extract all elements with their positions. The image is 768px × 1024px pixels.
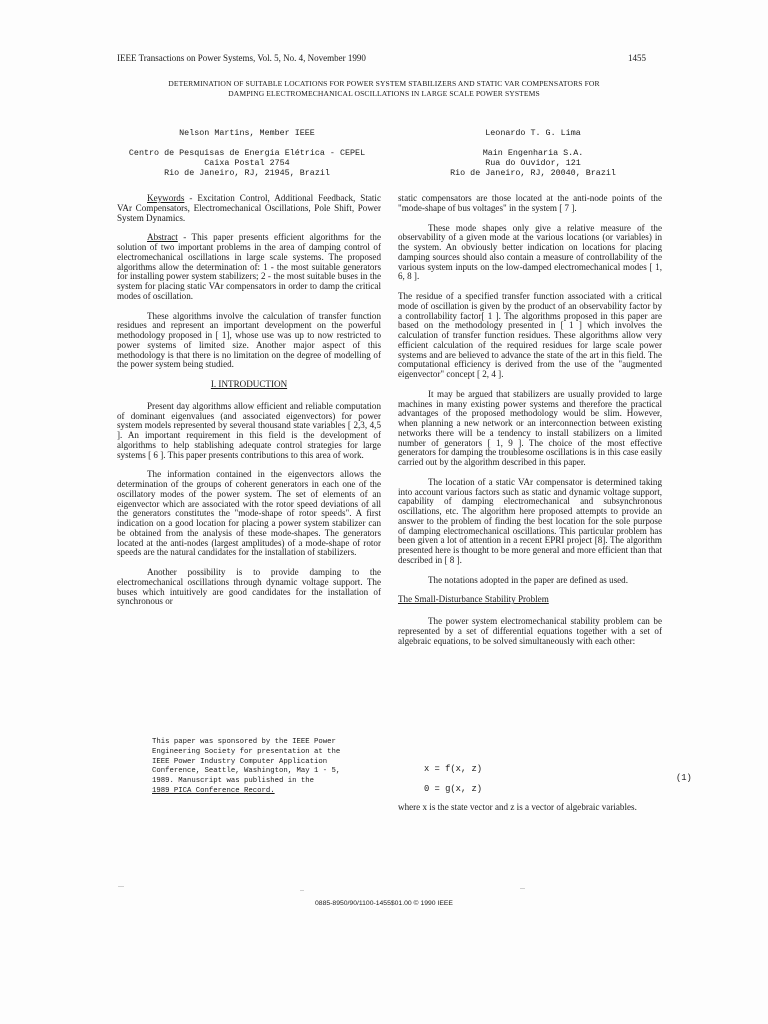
keywords-label: Keywords — [147, 193, 185, 203]
paragraph-static-compensators: static compensators are those located at the anti-node points of the "mode-shape of bus voltages" in the system [ 7 ]. — [398, 193, 662, 213]
author-1-address-1: Caixa Postal 2754 — [204, 158, 290, 168]
right-column — [398, 194, 662, 656]
left-column — [117, 194, 381, 617]
scan-mark — [520, 888, 525, 889]
author-2 — [398, 128, 668, 178]
author-1-name: Nelson Martins, Member IEEE — [179, 128, 315, 138]
paragraph-intro-2: The information contained in the eigenvectors allows the determination of the groups of coherent generators in each one of the oscillatory modes of the power system. The set of elements of an eigenvector which are associated with the rotor speed deviations of all the generators constitutes the "mode-shape of rotor speeds". A first indication on a good location for placing a power system stabilizer can be obtained from the analysis of these mode-shapes. The generators located at the anti-nodes (largest amplitudes) of a mode-shape of rotor speeds are the natural candidates for the installation of stabilizers. — [117, 469, 381, 558]
paragraph-where: where x is the state vector and z is a vector of algebraic variables. — [398, 802, 637, 812]
title-line-2: DAMPING ELECTROMECHANICAL OSCILLATIONS IN LARGE SCALE POWER SYSTEMS — [228, 89, 540, 98]
subheading-small-disturbance: The Small-Disturbance Stability Problem — [398, 594, 549, 605]
author-2-address-1: Rua do Ouvidor, 121 — [485, 158, 581, 168]
equation-algebraic: 0 = g(x, z) — [424, 784, 483, 794]
paragraph-residue: The residue of a specified transfer function associated with a critical mode of oscillation is given by the product of an observability factor by a controllability factor[ 1 ]. The algorithms proposed in this paper are based on the methodology presented in [ 1 ] which involves the calculation of transfer function residues. These algorithms allow very efficient calculation of the required residues for large scale power systems and are believed to advance the state of the art in this field. The computational efficiency is derived from the use of the "augmented eigenvector" concept [ 2, 4 ]. — [398, 291, 662, 379]
abstract-paragraph — [117, 233, 381, 301]
journal-header: IEEE Transactions on Power Systems, Vol. 5, No. 4, November 1990 — [117, 53, 366, 63]
author-1 — [112, 128, 382, 178]
keywords-text: - Excitation Control, Additional Feedback, Static VAr Compensators, Electromechanical Oscillations, Pole Shift, Power System Dynamics. — [117, 193, 381, 223]
where-paragraph-block — [398, 803, 662, 823]
note-line-1: This paper was sponsored by the IEEE Power — [152, 738, 336, 746]
keywords-paragraph — [117, 194, 381, 223]
author-2-name: Leonardo T. G. Lima — [485, 128, 581, 138]
author-1-affiliation: Centro de Pesquisas de Energia Elétrica - CEPEL — [128, 148, 366, 158]
paragraph-intro-1: Present day algorithms allow efficient and reliable computation of dominant eigenvalues (and associated eigenvectors) for power system models represented by several thousand state variables [ 2,3, 4,5 ]. An important requirement in this field is the development of algorithms to help stablishing adequate control strategies for large systems [ 6 ]. This paper presents contributions to this area of work. — [117, 400, 381, 460]
paragraph-argued: It may be argued that stabilizers are usually provided to large machines in many existing power systems and therefore the practical advantages of the proposed methodology would be slim. However, when planning a new network or an interconnection between existing networks there will be a tendency to install stabilizers on a limited number of generators [ 1, 9 ]. The choice of the most effective generators for damping the troublesome oscillations is in this case easily carried out by the algorithm described in this paper. — [398, 388, 662, 467]
paragraph-notations: The notations adopted in the paper are defined as used. — [428, 574, 628, 585]
paper-title — [120, 79, 648, 99]
abstract-label: Abstract — [147, 232, 178, 243]
author-1-address-2: Rio de Janeiro, RJ, 21945, Brazil — [164, 168, 330, 178]
author-2-affiliation: Main Engenharia S.A. — [482, 148, 584, 158]
note-line-2: Engineering Society for presentation at the — [152, 747, 341, 756]
scan-mark — [300, 890, 304, 891]
note-line-4: Conference, Seattle, Washington, May 1 - 5, — [152, 767, 341, 776]
paragraph-mode-shapes: These mode shapes only give a relative measure of the observability of a given mode at the various locations (or variables) in the system. An obviously better indication on locations for placing damping sources should also contain a measure of controllability of the various system inputs on the low-damped electromechanical modes [ 1, 6, 8 ]. — [398, 222, 662, 282]
equation-number: (1) — [676, 773, 692, 783]
scan-mark — [118, 886, 124, 887]
paragraph-intro-3: Another possibility is to provide damping to the electromechanical oscillations through dynamic voltage support. The buses which intuitively are good candidates for the installation of synchronous or — [117, 567, 381, 607]
equation-differential: x = f(x, z) — [424, 764, 483, 774]
page-number: 1455 — [628, 53, 646, 63]
abstract-text: - This paper presents efficient algorithms for the solution of two important problems in the area of damping control of electromechanical oscillations in large scale systems. The proposed algorithms allow the determination of: 1 - the most suitable generators for installing power system stabilizers; 2 - the most suitable buses in the system for placing static VAr compensators in order to damp the critical modes of oscillation. — [117, 232, 381, 301]
title-line-1: DETERMINATION OF SUITABLE LOCATIONS FOR POWER SYSTEM STABILIZERS AND STATIC VAR COMPENSATORS FOR — [168, 79, 600, 88]
sponsorship-note — [152, 738, 402, 797]
paragraph-problem: The power system electromechanical stability problem can be represented by a set of differential equations together with a set of algebraic equations, to be solved simultaneously with each other: — [398, 616, 662, 646]
author-2-address-2: Rio de Janeiro, RJ, 20040, Brazil — [450, 168, 616, 178]
note-line-6: 1989 PICA Conference Record. — [152, 786, 275, 795]
note-line-3: IEEE Power Industry Computer Application — [152, 757, 328, 766]
paragraph-algorithms: These algorithms involve the calculation of transfer function residues and represent an important development on the powerful methodology proposed in [ 1], whose use was up to now restricted to power systems of limited size. Another major aspect of this methodology is that there is no limitation on the degree of modelling of the power system being studied. — [117, 310, 381, 370]
copyright-footer: 0885-8950/90/1100-1455$01.00 © 1990 IEEE — [315, 900, 453, 907]
section-heading-introduction: I. INTRODUCTION — [210, 379, 288, 389]
note-line-5: 1989. Manuscript was published in the — [152, 777, 315, 786]
paragraph-location: The location of a static VAr compensator is determined taking into account various factors such as static and dynamic voltage support, capability of damping electromechanical and subsynchronous oscillations, etc. The algorithm here proposed attempts to provide an answer to the problem of finding the best location for the sole purpose of damping electromechanical oscillations. This particular problem has been given a lot of attention in a recent EPRI project [8]. The algorithm presented here is thought to be more general and more efficient than that described in [ 8 ]. — [398, 476, 662, 565]
